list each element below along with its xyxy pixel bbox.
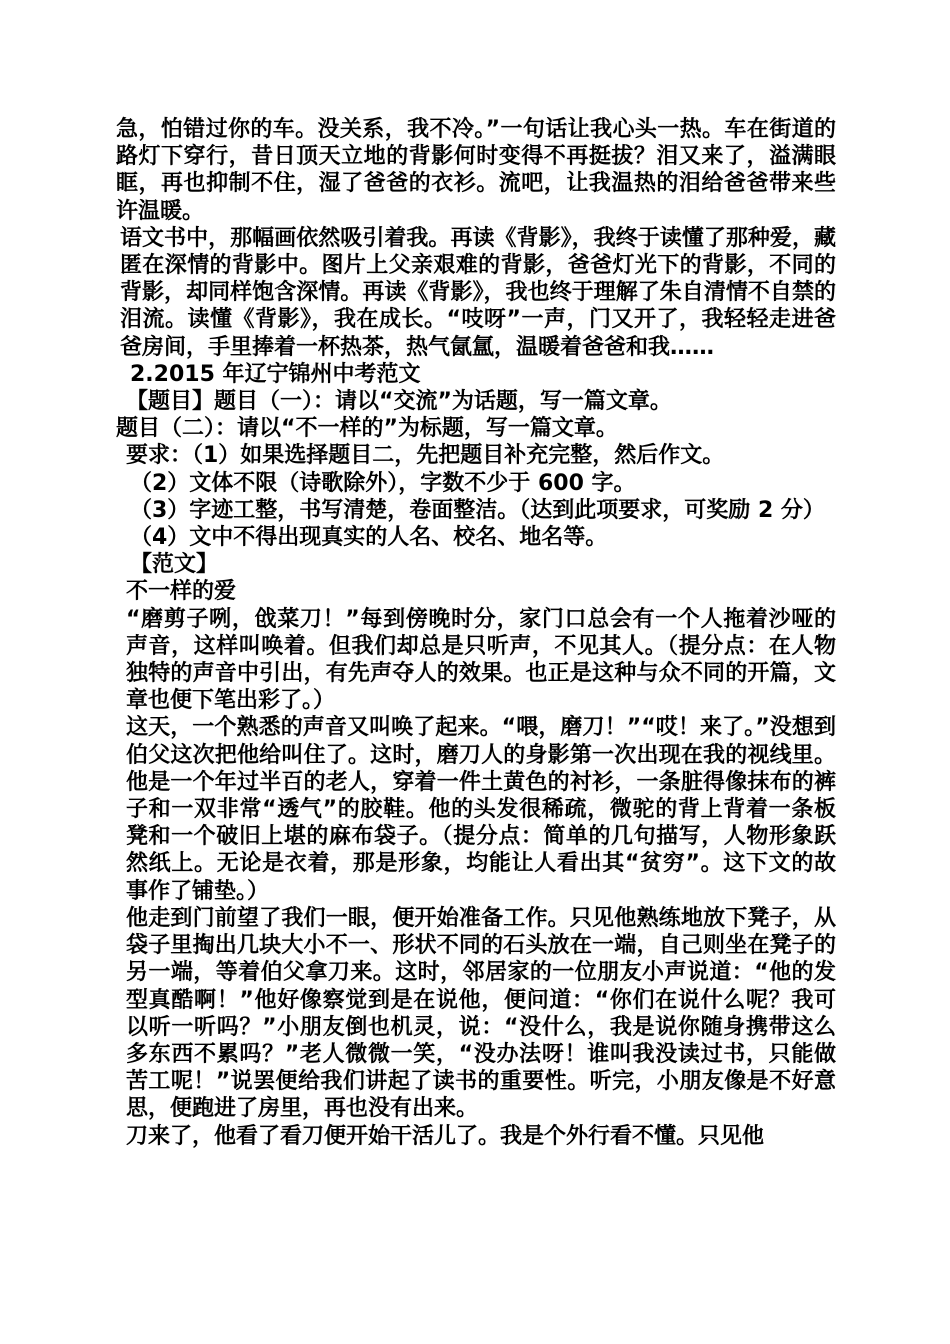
document-body [116,116,836,1150]
requirement-2: （2）文体不限（诗歌除外），字数不少于 600 字。 [130,470,636,496]
sample-essay-label: 【范文】 [130,552,219,578]
essay-paragraph-1: “磨剪子咧，戗菜刀！”每到傍晚时分，家门口总会有一个人拖着沙哑的声音，这样叫唤着。但我们却总是只听声，不见其人。（提分点：在人物独特的声音中引出，有先声夺人的效果。也正是这种与众不同的开篇，文章也便下笔出彩了。） [126,606,836,714]
topic-one: 【题目】题目（一）：请以“交流”为话题，写一篇文章。 [126,389,672,415]
topic-two: 题目（二）：请以“不一样的”为标题，写一篇文章。 [116,416,618,442]
requirement-3: （3）字迹工整，书写清楚，卷面整洁。（达到此项要求，可奖励 2 分） [130,497,825,523]
essay-paragraph-4: 刀来了，他看了看刀便开始干活儿了。我是个外行看不懂。只见他 [126,1123,765,1149]
section-heading-2015-jinzhou: 2.2015 年辽宁锦州中考范文 [130,361,421,387]
paragraph-reread-beiying: 语文书中，那幅画依然吸引着我。再读《背影》，我终于读懂了那种爱，藏匿在深情的背影中。图片上父亲艰难的背影，爸爸灯光下的背影，不同的背影，却同样饱含深情。再读《背影》，我也终于理解了朱自清情不自禁的泪流。读懂《背影》，我在成长。“吱呀”一声，门又开了，我轻轻走进爸爸房间，手里捧着一杯热茶，热气氤氲，温暖着爸爸和我…… [120,225,836,360]
essay-title: 不一样的爱 [126,579,237,605]
paragraph-continued: 急，怕错过你的车。没关系，我不冷。”一句话让我心头一热。车在街道的路灯下穿行，昔日顶天立地的背影何时变得不再挺拔？泪又来了，溢满眼眶，再也抑制不住，湿了爸爸的衣衫。流吧，让我温热的泪给爸爸带来些许温暖。 [116,117,836,224]
requirements: 要求：（1）如果选择题目二，先把题目补充完整，然后作文。 [126,443,725,469]
essay-paragraph-3: 他走到门前望了我们一眼，便开始准备工作。只见他熟练地放下凳子，从袋子里掏出几块大小不一、形状不同的石头放在一端，自己则坐在凳子的另一端，等着伯父拿刀来。这时，邻居家的一位朋友小声说道：“他的发型真酷啊！”他好像察觉到是在说他，便问道：“你们在说什么呢？我可以听一听吗？”小朋友倒也机灵，说：“没什么，我是说你随身携带这么多东西不累吗？”老人微微一笑，“没办法呀！谁叫我没读过书，只能做苦工呢！”说罢便给我们讲起了读书的重要性。听完，小朋友像是不好意思，便跑进了房里，再也没有出来。 [126,905,836,1122]
requirement-4: （4）文中不得出现真实的人名、校名、地名等。 [130,525,608,551]
essay-paragraph-2: 这天，一个熟悉的声音又叫唤了起来。“喂，磨刀！”“哎！来了。”没想到伯父这次把他给叫住了。这时，磨刀人的身影第一次出现在我的视线里。他是一个年过半百的老人，穿着一件土黄色的衬衫，一条脏得像抹布的裤子和一双非常“透气”的胶鞋。他的头发很稀疏，微驼的背上背着一条板凳和一个破旧上堪的麻布袋子。（提分点：简单的几句描写，人物形象跃然纸上。无论是衣着，那是形象，均能让人看出其“贫穷”。这下文的故事作了铺垫。） [126,715,836,904]
